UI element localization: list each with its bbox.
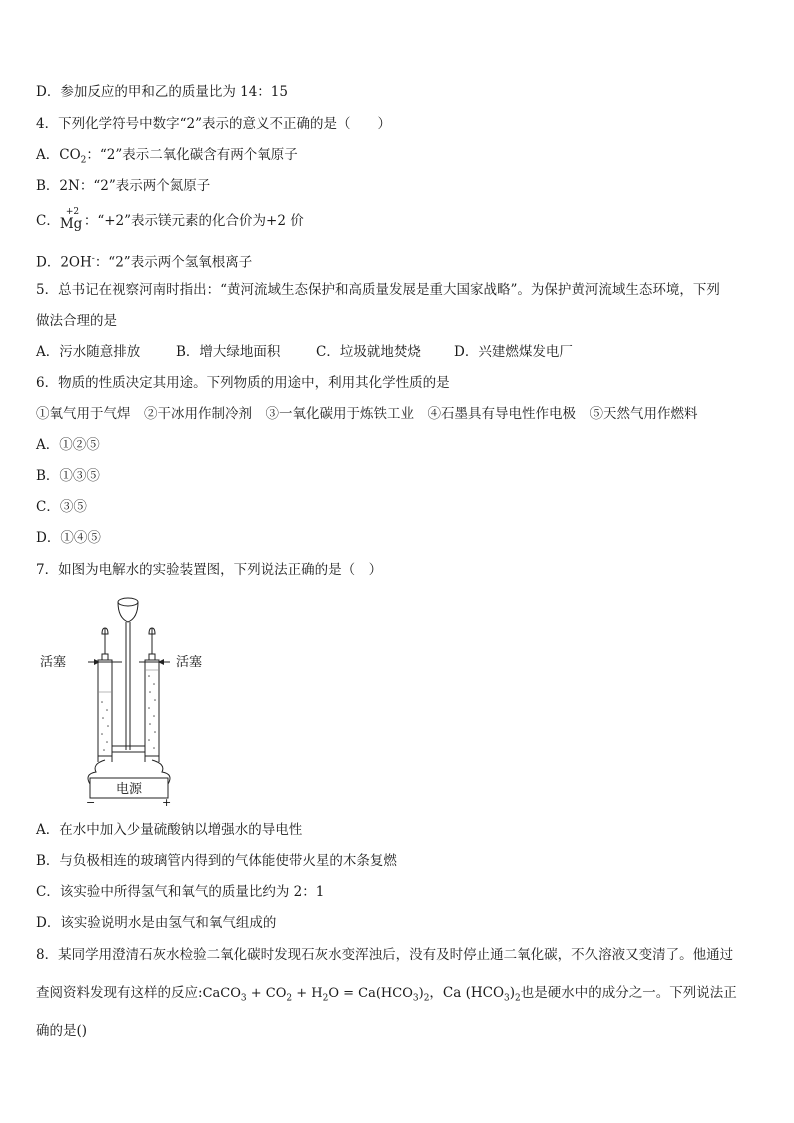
q6-option-a: A．①②⑤ xyxy=(36,437,100,453)
q6-items: ①氧气用于气焊 ②干冰用作制冷剂 ③一氧化碳用于炼铁工业 ④石墨具有导电性作电极 ⑤天然气用作燃料 xyxy=(36,406,698,422)
q7-option-b: B．与负极相连的玻璃管内得到的气体能使带火星的木条复燃 xyxy=(36,853,397,869)
q5-option-d: D．兴建燃煤发电厂 xyxy=(454,344,573,360)
q4-option-b: B．2N：“2”表示两个氮原子 xyxy=(36,178,211,194)
q4-stem: 4．下列化学符号中数字“2”表示的意义不正确的是（ ） xyxy=(36,116,391,132)
q5-option-c: C．垃圾就地焚烧 xyxy=(316,344,421,360)
left-stopcock-label: 活塞 xyxy=(40,655,67,670)
electrolysis-apparatus-figure xyxy=(36,592,226,807)
q8-stem-line3: 确的是() xyxy=(36,1023,88,1039)
q3-option-d: D．参加反应的甲和乙的质量比为 14：15 xyxy=(36,84,288,100)
q8-stem-line1: 8．某同学用澄清石灰水检验二氧化碳时发现石灰水变浑浊后，没有及时停止通二氧化碳，不久溶液又变清了。他通过 xyxy=(36,947,734,963)
q5-stem-line2: 做法合理的是 xyxy=(36,313,117,329)
q5-option-b: B．增大绿地面积 xyxy=(176,344,281,360)
q7-option-d: D．该实验说明水是由氢气和氧气组成的 xyxy=(36,915,277,931)
q5-stem-line1: 5．总书记在视察河南时指出：“黄河流域生态保护和高质量发展是重大国家战略”。为保护黄河流域生态环境，下列 xyxy=(36,282,720,298)
q7-stem: 7．如图为电解水的实验装置图，下列说法正确的是（ ） xyxy=(36,562,383,578)
q6-option-d: D．①④⑤ xyxy=(36,530,101,546)
q6-stem: 6．物质的性质决定其用途。下列物质的用途中，利用其化学性质的是 xyxy=(36,375,450,391)
right-stopcock-label: 活塞 xyxy=(176,655,203,670)
q6-option-b: B．①③⑤ xyxy=(36,468,100,484)
positive-terminal: + xyxy=(162,796,172,807)
q8-equation: CaCO$_3$ + $CO_2 + H_2O = Ca(HCO_3)_2$ xyxy=(202,986,430,1004)
q4-option-c: C． +2 Mg ：“+2”表示镁元素的化合价为+2 价 xyxy=(36,207,304,232)
q5-options xyxy=(36,342,573,362)
negative-terminal: − xyxy=(86,796,96,807)
q5-option-a: A．污水随意排放 xyxy=(36,344,141,360)
q6-option-c: C．③⑤ xyxy=(36,499,87,515)
q7-option-c: C．该实验中所得氢气和氧气的质量比约为 2：1 xyxy=(36,884,325,900)
q4-option-a: A．$CO_2$：“2”表示二氧化碳含有两个氧原子 xyxy=(36,147,298,166)
q7-option-a: A．在水中加入少量硫酸钠以增强水的导电性 xyxy=(36,822,303,838)
power-source-label: 电源 xyxy=(116,782,143,797)
q4-option-d: D．2OH-：“2”表示两个氢氧根离子 xyxy=(36,254,253,271)
q8-stem-line2: 查阅资料发现有这样的反应:CaCO$_3$ + $CO_2 + H_2O = Ca(HCO_3)_2$，Ca $(HCO_3)_2$也是硬水中的成分之一。下列说法正 xyxy=(36,985,737,1004)
